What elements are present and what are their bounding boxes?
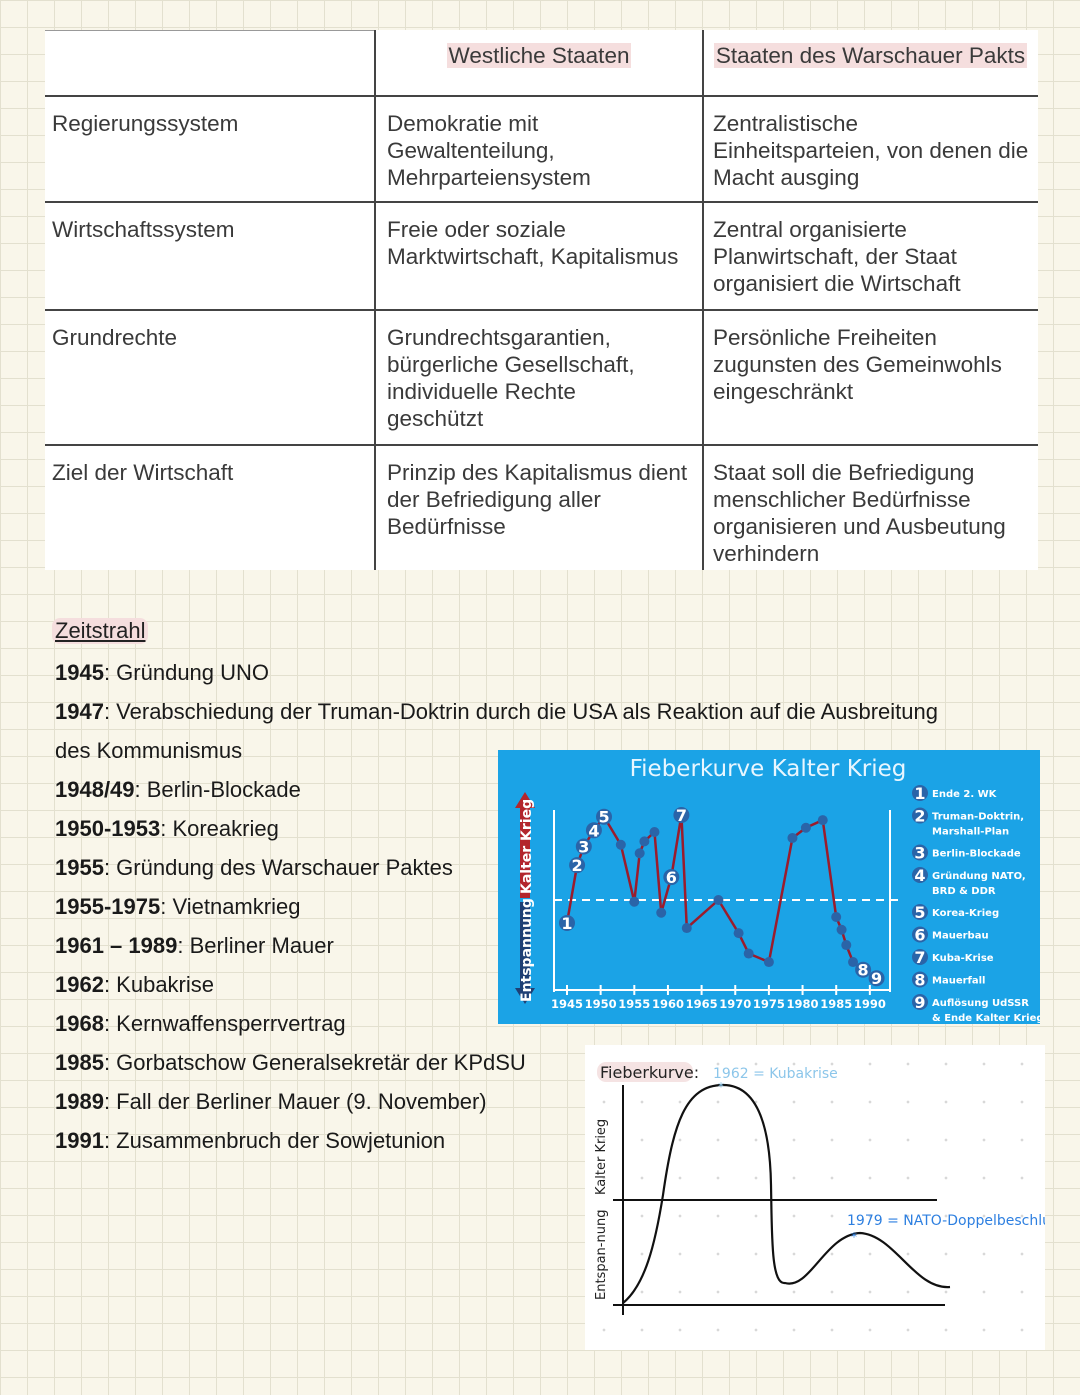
data-point <box>787 833 797 843</box>
x-tick-label: 1985 <box>820 997 853 1011</box>
timeline-text: : Gründung UNO <box>103 660 270 685</box>
data-point-label: 6 <box>665 868 677 888</box>
timeline-text: : Vietnamkrieg <box>160 894 301 919</box>
divider <box>702 30 704 570</box>
timeline-text: : Zusammenbruch der Sowjetunion <box>103 1128 446 1153</box>
comparison-table <box>45 30 1038 570</box>
data-point-label: 8 <box>857 960 869 980</box>
data-point <box>649 827 659 837</box>
data-point-label: 1 <box>561 913 573 933</box>
header-east-label: Staaten des Warschauer Pakts <box>715 43 1026 68</box>
row-east: Persönliche Freiheiten zugunsten des Gemeinwohls eingeschränkt <box>713 325 1002 404</box>
data-point-label: 5 <box>598 807 610 827</box>
timeline-entry <box>55 1121 445 1160</box>
annotation-nato: 1979 = NATO-Doppelbeschluss <box>847 1213 1045 1229</box>
marker-kubakrise: * <box>718 1080 724 1094</box>
timeline-text: : Fall der Berliner Mauer (9. November) <box>103 1089 487 1114</box>
divider <box>45 95 1038 97</box>
header-east <box>703 30 1038 96</box>
timeline-year: 1950-1953 <box>55 816 161 841</box>
row-west: Prinzip des Kapitalismus dient der Befriedigung aller Bedürfnisse <box>387 460 688 539</box>
x-tick-label: 1955 <box>618 997 651 1011</box>
annotation-kubakrise: 1962 = Kubakrise <box>713 1066 838 1082</box>
legend-number: 3 <box>914 843 926 863</box>
data-point <box>734 928 744 938</box>
legend-text: Marshall-Plan <box>932 826 1010 838</box>
fieberkurve-chart <box>498 750 1040 1024</box>
data-point <box>744 949 754 959</box>
timeline-text: : Kernwaffensperrvertrag <box>103 1011 346 1036</box>
chart-title: Fieberkurve Kalter Krieg <box>629 756 907 782</box>
data-point <box>639 836 649 846</box>
timeline-entry <box>55 731 242 770</box>
handdrawn-ylabel-top: Kalter Krieg <box>594 1118 609 1195</box>
row-east: Zentral organisierte Planwirtschaft, der Staat organisiert die Wirtschaft <box>713 217 961 296</box>
legend-text: Kuba-Krise <box>932 953 994 964</box>
row-label: Grundrechte <box>52 325 178 350</box>
header-west <box>375 30 703 96</box>
data-point-label: 3 <box>578 837 590 857</box>
x-tick-label: 1980 <box>786 997 819 1011</box>
timeline-text: : Berliner Mauer <box>177 933 334 958</box>
row-west: Grundrechtsgarantien, bürgerliche Gesellschaft, individuelle Rechte geschützt <box>387 325 635 431</box>
legend-text: Truman-Doktrin, <box>932 811 1025 823</box>
row-west: Freie oder soziale Marktwirtschaft, Kapitalismus <box>387 217 679 269</box>
timeline-title: Zeitstrahl <box>52 618 148 644</box>
legend-number: 8 <box>914 970 926 990</box>
timeline-text: : Gründung des Warschauer Paktes <box>103 855 453 880</box>
x-tick-label: 1945 <box>550 997 584 1011</box>
x-tick-label: 1975 <box>752 997 785 1011</box>
timeline-year: 1989 <box>55 1089 104 1114</box>
timeline-year: 1962 <box>55 972 104 997</box>
timeline-year: 1955-1975 <box>55 894 161 919</box>
x-tick-label: 1990 <box>853 997 886 1011</box>
timeline-entry <box>55 1082 487 1121</box>
legend-text: Ende 2. WK <box>932 789 997 800</box>
data-point <box>841 940 851 950</box>
row-label: Wirtschaftssystem <box>52 217 235 242</box>
data-point-label: 2 <box>571 856 583 876</box>
timeline-text: : Verabschiedung der Truman-Doktrin durch die USA als Reaktion auf die Ausbreitung <box>103 699 938 724</box>
handdrawn-title: Fieberkurve: <box>600 1063 700 1082</box>
legend-text: BRD & DDR <box>932 886 996 897</box>
timeline-entry <box>55 1043 526 1082</box>
legend-number: 7 <box>914 948 926 967</box>
timeline-entry <box>55 653 269 692</box>
timeline-entry <box>55 887 300 926</box>
divider <box>45 444 1038 446</box>
handdrawn-fieberkurve <box>585 1045 1045 1350</box>
legend-text: Auflösung UdSSR <box>932 998 1029 1009</box>
row-east: Zentralistische Einheitsparteien, von denen die Macht ausging <box>713 111 1029 190</box>
legend-number: 9 <box>914 993 926 1012</box>
x-tick-label: 1960 <box>651 997 684 1011</box>
timeline-entry <box>55 692 938 731</box>
timeline-year: 1947 <box>55 699 104 724</box>
data-point <box>801 823 811 833</box>
row-label: Ziel der Wirtschaft <box>52 460 234 485</box>
ylabel-bottom: Entspannung <box>519 898 535 1002</box>
x-tick-label: 1970 <box>719 997 752 1011</box>
timeline-year: 1945 <box>55 660 104 685</box>
divider <box>45 201 1038 203</box>
row-west: Demokratie mit Gewaltenteilung, Mehrparteiensystem <box>387 111 591 190</box>
fieberkurve-svg <box>498 750 1040 1024</box>
timeline-year: 1961 – 1989 <box>55 933 178 958</box>
row-east: Staat soll die Befriedigung menschlicher Bedürfnisse organisieren und Ausbeutung verhindern <box>713 460 1006 566</box>
row-label: Regierungssystem <box>52 111 239 136</box>
legend-number: 4 <box>914 866 926 885</box>
timeline-entry <box>55 809 279 848</box>
ylabel-top: Kalter Krieg <box>519 798 535 894</box>
data-point <box>837 925 847 935</box>
data-point-label: 4 <box>588 821 600 841</box>
data-point <box>764 957 774 967</box>
divider <box>374 30 376 570</box>
legend-text: Mauerfall <box>932 975 986 987</box>
timeline-text: : Berlin-Blockade <box>134 777 301 802</box>
handdrawn-svg <box>585 1045 1045 1350</box>
data-point <box>831 912 841 922</box>
header-west-label: Westliche Staaten <box>448 43 630 68</box>
timeline-entry <box>55 926 334 965</box>
marker-nato: * <box>851 1230 857 1244</box>
timeline-text: : Kubakrise <box>103 972 215 997</box>
data-point <box>616 840 626 850</box>
timeline-entry <box>55 1004 346 1043</box>
data-point <box>818 815 828 825</box>
legend-text: Korea-Krieg <box>932 908 1000 919</box>
handdrawn-ylabel-bottom: Entspan-nung <box>594 1209 609 1300</box>
timeline-year: 1955 <box>55 855 104 880</box>
data-point-label: 9 <box>871 969 883 989</box>
timeline-year: 1985 <box>55 1050 104 1075</box>
timeline-text: : Gorbatschow Generalsekretär der KPdSU <box>103 1050 526 1075</box>
timeline-text: des Kommunismus <box>55 738 243 763</box>
x-tick-label: 1965 <box>685 997 718 1011</box>
data-point-label: 7 <box>675 806 687 825</box>
data-point <box>713 895 723 905</box>
legend-number: 1 <box>914 784 926 803</box>
legend-number: 5 <box>914 903 926 922</box>
timeline-entry <box>55 848 453 887</box>
x-tick-label: 1950 <box>584 997 617 1011</box>
timeline-year: 1968 <box>55 1011 104 1036</box>
divider <box>45 30 375 31</box>
legend-number: 6 <box>914 925 926 945</box>
data-point <box>629 897 639 907</box>
data-point <box>682 923 692 933</box>
timeline-text: : Koreakrieg <box>160 816 279 841</box>
timeline-entry <box>55 770 301 809</box>
legend-number: 2 <box>914 806 926 826</box>
data-point <box>656 908 666 918</box>
divider <box>45 309 1038 311</box>
legend-text: & Ende Kalter Krieg <box>932 1013 1040 1024</box>
timeline-year: 1991 <box>55 1128 104 1153</box>
timeline-entry <box>55 965 214 1004</box>
data-point <box>635 848 645 858</box>
legend-text: Berlin-Blockade <box>932 848 1021 860</box>
series-line <box>567 815 853 962</box>
tension-curve <box>623 1085 950 1303</box>
timeline-year: 1948/49 <box>55 777 135 802</box>
legend-text: Mauerbau <box>932 930 989 942</box>
legend-text: Gründung NATO, <box>932 871 1026 882</box>
